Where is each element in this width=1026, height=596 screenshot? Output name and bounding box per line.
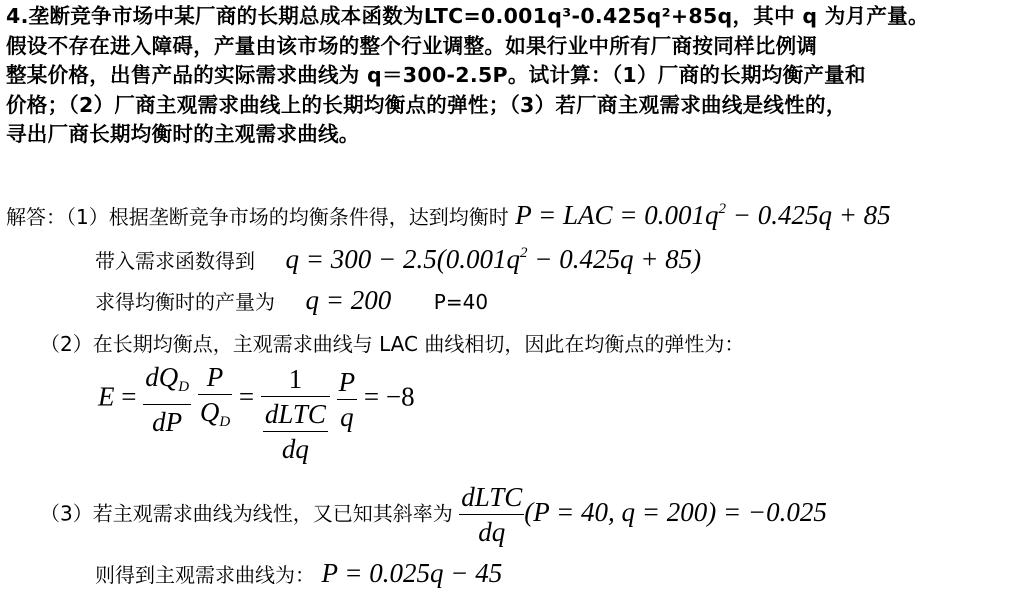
- step3-label: （3）若主观需求曲线为线性，又已知其斜率为: [40, 501, 453, 526]
- step1c-equation: q = 200: [305, 285, 392, 315]
- step1b-equation: $q = 300 - 2.5(0.001q^2 - 0.425q + 85)$: [285, 244, 702, 274]
- solution-step-1c: [95, 285, 488, 316]
- step1c-price: P=40: [433, 290, 489, 314]
- solution-step-1b: [95, 244, 701, 275]
- problem-line: 假设不存在进入障碍，产量由该市场的整个行业调整。如果行业中所有厂商按同样比例调: [6, 33, 818, 58]
- step1b-label: 带入需求函数得到: [95, 249, 255, 273]
- solution-step-2: [40, 328, 744, 357]
- step1c-label: 求得均衡时的产量为: [95, 290, 275, 314]
- step2-elasticity-equation: E = $\frac{dQ_D}{dP}$ $\frac{P}{Q_D}$ = $\frac{1}{\frac{\text{dLTC}}{dq}}$ $\frac{P}{q}$ = −8: [98, 362, 415, 464]
- step1-equation: P = LAC = $0.001q^2 - 0.425q + 85$: [515, 200, 891, 230]
- step3b-label: 则得到主观需求曲线为：: [95, 563, 315, 587]
- problem-line: 4.垄断竞争市场中某厂商的长期总成本函数为LTC=0.001q³-0.425q²+85q，其中 q 为月产量。: [6, 4, 929, 28]
- problem-statement: [6, 2, 1022, 150]
- problem-line: 整某价格，出售产品的实际需求曲线为 q＝300-2.5P。试计算：（1）厂商的长期均衡产量和: [6, 63, 866, 88]
- step3-equation: $\frac{\text{dLTC}}{dq}$ (P = 40, q = 200) = −0.025: [461, 482, 827, 547]
- step3b-equation: P = 0.025q − 45: [321, 558, 503, 588]
- step1-label: 解答：（1）根据垄断竞争市场的均衡条件得，达到均衡时: [6, 205, 509, 229]
- problem-line: 价格；（2）厂商主观需求曲线上的长期均衡点的弹性；（3）若厂商主观需求曲线是线性的，: [6, 92, 847, 117]
- problem-line: 寻出厂商长期均衡时的主观需求曲线。: [6, 122, 360, 147]
- solution-step-3: [40, 480, 827, 549]
- solution-step-1: [6, 200, 891, 231]
- step2-label: （2）在长期均衡点，主观需求曲线与 LAC 曲线相切，因此在均衡点的弹性为：: [40, 332, 745, 356]
- solution-step-3b: [95, 558, 502, 589]
